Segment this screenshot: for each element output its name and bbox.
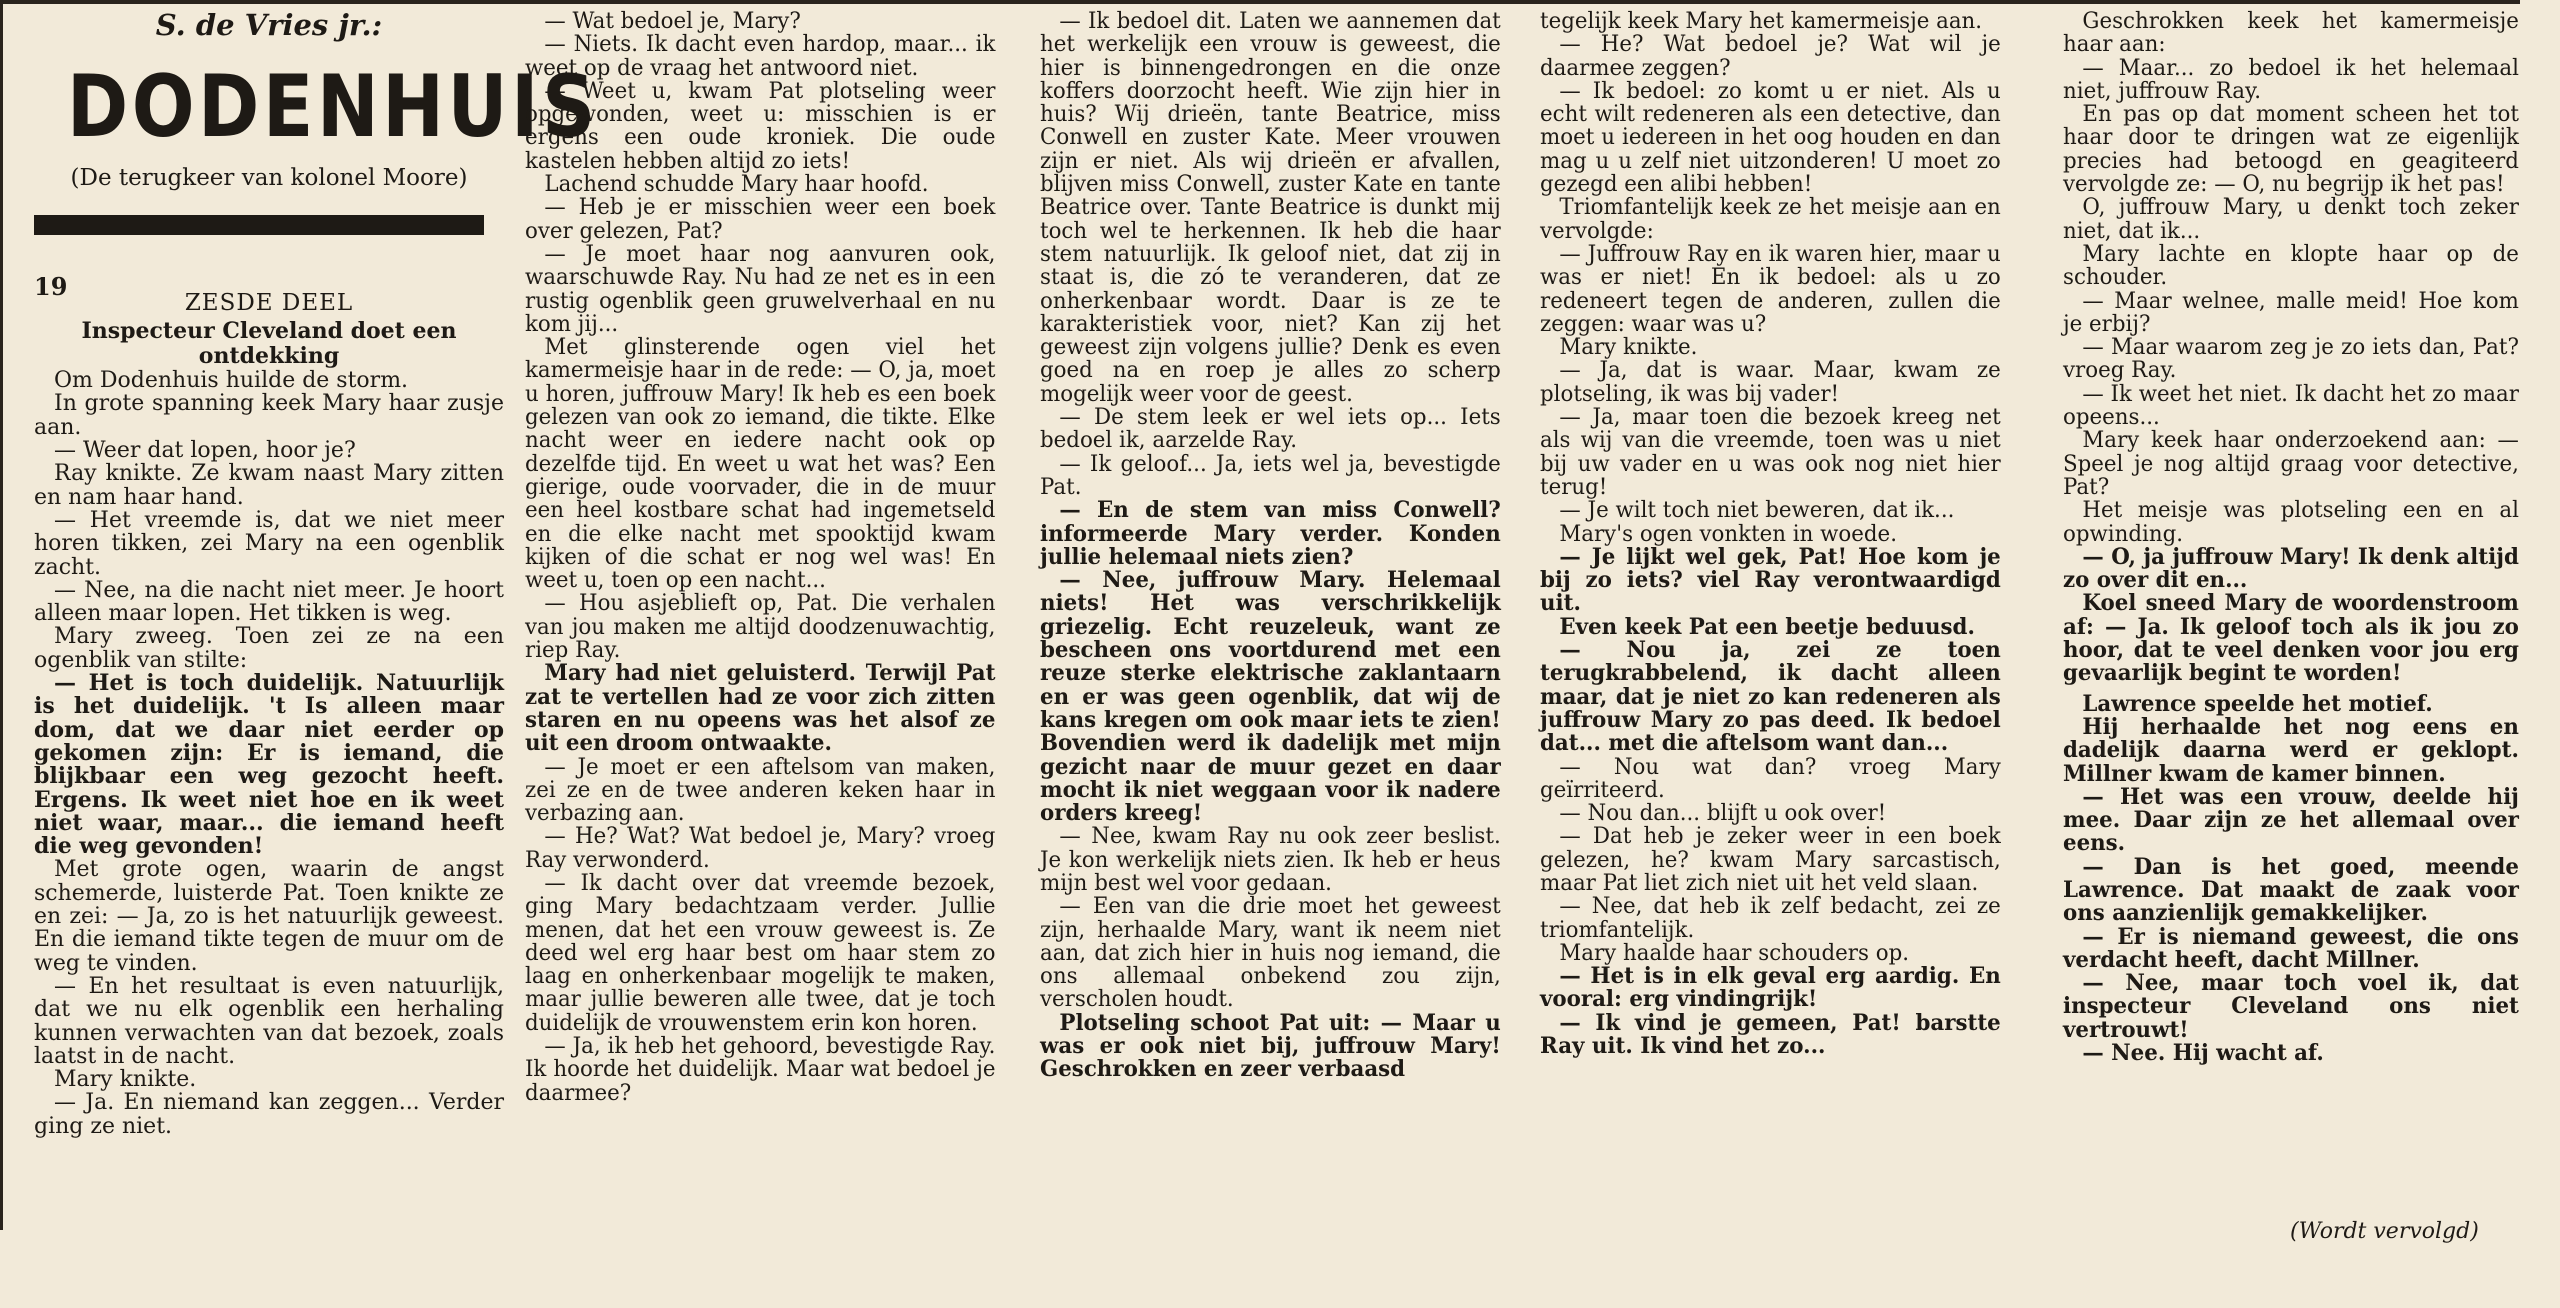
paragraph: — Weer dat lopen, hoor je? xyxy=(54,438,356,464)
paragraph: — Ja, ik heb het gehoord, bevestigde Ray. Ik hoorde het duidelijk. Maar wat bedoel je daarmee? xyxy=(525,1034,996,1106)
paragraph: — Ik weet het niet. Ik dacht het zo maar opeens... xyxy=(2063,381,2519,431)
paragraph: Koel sneed Mary de woordenstroom af: — Ja. Ik geloof toch als ik jou zo hoor, dat te veel denken voor jou erg gevaarlijk begint te worden! xyxy=(2063,590,2519,687)
paragraph: Lachend schudde Mary haar hoofd. xyxy=(544,172,929,198)
paragraph: — Je moet haar nog aanvuren ook, waarschuwde Ray. Nu had ze net es in een rustig ogenblik geen gruwelverhaal en nu kom jij... xyxy=(525,241,996,337)
paragraph: — Dan is het goed, meende Lawrence. Dat maakt de zaak voor ons aanzienlijk gemakkelijker. xyxy=(2063,853,2519,927)
paragraph: — Ik bedoel: zo komt u er niet. Als u echt wilt redeneren als een detective, dan moet u iedereen in het oog houden en dan mag u u zelf niet uitzonderen! U moet zo gezegd een alibi hebben! xyxy=(1540,78,2001,198)
paragraph: — He? Wat? Wat bedoel je, Mary? vroeg Ray verwonderd. xyxy=(525,824,996,873)
paragraph: Met glinsterende ogen viel het kamermeisje haar in de rede: — O, ja, moet u horen, juffrouw Mary! Ik heb es een boek gelezen van ook zo iemand, die tikte. Elke nacht weer en iedere nacht ook op dezelfde tijd. En weet u wat het was? Een gierige, oude voorvader, die in de muur een heel kostbare schat had ingemetseld en die elke nacht met spooktijd kwam kijken of die schat er nog wel was! En weet u, toen op een nacht... xyxy=(525,335,996,594)
paragraph: Hij herhaalde het nog eens en dadelijk daarna werd er geklopt. Millner kwam de kamer binnen. xyxy=(2063,713,2519,787)
paragraph: — Nee, juffrouw Mary. Helemaal niets! Het was verschrikkelijk griezelig. Echt reuzeleuk, want ze bescheen ons voortdurend met een reuze sterke elektrische zaklantaarn en er was geen ogenblik, dat wij de kans kregen om ook maar iets te zien! Bovendien werd ik dadelijk met mijn gezicht naar de muur gezet en daar mocht ik niet weggaan voor ik nadere orders kreeg! xyxy=(1040,567,1501,827)
paragraph: Triomfantelijk keek ze het meisje aan en vervolgde: xyxy=(1540,195,2001,244)
paragraph: Lawrence speelde het motief. xyxy=(2082,690,2433,717)
paragraph: — Maar welnee, malle meid! Hoe kom je erbij? xyxy=(2063,288,2519,337)
paragraph: Ray knikte. Ze kwam naast Mary zitten en nam haar hand. xyxy=(34,461,504,510)
paragraph: — Wat bedoel je, Mary? xyxy=(544,9,801,34)
paragraph: — Het is in elk geval erg aardig. En vooral: erg vindingrijk! xyxy=(1540,963,2001,1013)
paragraph: — Je moet er een aftelsom van maken, zei ze en de twee anderen keken haar in verbazing aan. xyxy=(525,754,996,827)
paragraph: — Nee, dat heb ik zelf bedacht, zei ze triomfantelijk. xyxy=(1540,894,2001,943)
paragraph: — Juffrouw Ray en ik waren hier, maar u was er niet! En ik bedoel: als u zo redeneert tegen de anderen, zullen die zeggen: waar was u? xyxy=(1540,241,2001,337)
episode-number: 19 xyxy=(34,271,68,301)
story-subtitle: (De terugkeer van kolonel Moore) xyxy=(70,165,468,192)
paragraph: Mary keek haar onderzoekend aan: — Speel je nog altijd graag voor detective, Pat? xyxy=(2063,428,2519,500)
paragraph: — En de stem van miss Conwell? informeerde Mary verder. Konden jullie helemaal niets zien? xyxy=(1040,497,1501,570)
paragraph: — Niets. Ik dacht even hardop, maar... ik weet op de vraag het antwoord niet. xyxy=(525,32,996,81)
paragraph: — Het is toch duidelijk. Natuurlijk is het duidelijk. 't Is alleen maar dom, dat we daar niet eerder op gekomen zijn: Er is iemand, die blijkbaar een weg gezocht heeft. Ergens. Ik weet niet hoe en ik weet niet waar, maar... die iemand heeft die weg gevonden! xyxy=(34,670,504,860)
paragraph: — Ik dacht over dat vreemde bezoek, ging Mary bedachtzaam verder. Jullie menen, dat het een vrouw geweest is. Ze deed wel erg haar best om haar stem zo laag en onherkenbaar mogelijk te maken, maar jullie beweren alle twee, dat je toch duidelijk de vrouwenstem erin kon horen. xyxy=(525,870,996,1036)
paragraph: Mary's ogen vonkten in woede. xyxy=(1559,521,1897,547)
paragraph: — Ik vind je gemeen, Pat! barstte Ray uit. Ik vind het zo... xyxy=(1540,1009,2001,1060)
paragraph: — Het was een vrouw, deelde hij mee. Daar zijn ze het allemaal over eens. xyxy=(2063,783,2519,857)
column-2 xyxy=(525,10,995,1105)
paragraph: — Het vreemde is, dat we niet meer horen tikken, zei Mary na een ogenblik zacht. xyxy=(34,507,504,580)
paragraph: — Ja, maar toen die bezoek kreeg net als wij van die vreemde, toen was u niet bij uw vader en u was ook nog niet hier terug! xyxy=(1540,405,2001,500)
paragraph: Mary lachte en klopte haar op de schouder. xyxy=(2063,241,2519,291)
paragraph: — En het resultaat is even natuurlijk, dat we nu elk ogenblik een herhaling kunnen verwachten van dat bezoek, zoals laatst in de nacht. xyxy=(34,973,504,1069)
paragraph: — Nee, maar toch voel ik, dat inspecteur Cleveland ons niet vertrouwt! xyxy=(2063,970,2519,1043)
column-4 xyxy=(1540,10,2001,1058)
paragraph: — Er is niemand geweest, die ons verdacht heeft, dacht Millner. xyxy=(2063,923,2519,973)
title-bar xyxy=(34,215,484,235)
paragraph: Mary zweeg. Toen zei ze na een ogenblik van stilte: xyxy=(34,624,504,673)
paragraph: — Nee. Hij wacht af. xyxy=(2082,1040,2324,1067)
paragraph: tegelijk keek Mary het kamermeisje aan. xyxy=(1540,9,1983,34)
paragraph: — Ik geloof... Ja, iets wel ja, bevestigde Pat. xyxy=(1040,451,1501,500)
paragraph: — Nou wat dan? vroeg Mary geïrriteerd. xyxy=(1540,754,2001,803)
top-rule xyxy=(0,0,2520,4)
paragraph: — Ik bedoel dit. Laten we aannemen dat het werkelijk een vrouw is geweest, die hier is binnengedrongen en die onze koffers doorzocht heeft. Wie zijn hier in huis? Wij drieën, tante Beatrice, miss Conwell en zuster Kate. Meer vrouwen zijn er niet. Als wij drieën er afvallen, blijven miss Conwell, zuster Kate en tante Beatrice over. Tante Beatrice is dunkt mij toch wel te herkennen. Ik heb die haar stem natuurlijk. Ik geloof niet, dat zij in staat is, die zó te veranderen, dat ze onherkenbaar wordt. Daar is ze te karakteristiek voor, niet? Kan zij het geweest zijn volgens jullie? Denk es even goed na en roep je alles zo scherp mogelijk weer voor de geest. xyxy=(1040,9,1501,407)
paragraph: In grote spanning keek Mary haar zusje aan. xyxy=(34,391,504,440)
column-1 xyxy=(34,8,599,1139)
paragraph: En pas op dat moment scheen het tot haar door te dringen wat ze eigenlijk precies had betoogd en geagiteerd vervolgde ze: — O, nu begrijp ik het pas! xyxy=(2063,102,2519,198)
paragraph: Mary had niet geluisterd. Terwijl Pat zat te vertellen had ze voor zich zitten staren en nu opeens was het alsof ze uit een droom ontwaakte. xyxy=(525,660,996,757)
paragraph: Met grote ogen, waarin de angst schemerde, luisterde Pat. Toen knikte ze en zei: — Ja, zo is het natuurlijk geweest. En die iemand tikte tegen de muur om de weg te vinden. xyxy=(34,857,504,976)
paragraph: Het meisje was plotseling een en al opwinding. xyxy=(2063,498,2519,547)
paragraph: — He? Wat bedoel je? Wat wil je daarmee zeggen? xyxy=(1540,32,2001,81)
paragraph: — Ja, dat is waar. Maar, kwam ze plotseling, ik was bij vader! xyxy=(1540,358,2001,407)
paragraph: — Nee, kwam Ray nu ook zeer beslist. Je kon werkelijk niets zien. Ik heb er heus mijn best wel voor gedaan. xyxy=(1040,824,1501,896)
paragraph: Geschrokken keek het kamermeisje haar aan: xyxy=(2063,9,2519,58)
paragraph: — Maar... zo bedoel ik het helemaal niet, juffrouw Ray. xyxy=(2063,55,2519,104)
paragraph: — O, ja juffrouw Mary! Ik denk altijd zo over dit en... xyxy=(2063,543,2519,594)
paragraph: — De stem leek er wel iets op... Iets bedoel ik, aarzelde Ray. xyxy=(1040,405,1501,454)
author-byline: S. de Vries jr.: xyxy=(155,8,383,42)
story-title: DODENHUIS xyxy=(66,57,599,158)
part-heading: ZESDE DEEL xyxy=(184,289,354,316)
continued-note: (Wordt vervolgd) xyxy=(2290,1219,2479,1244)
chapter-title: Inspecteur Cleveland doet een ontdekking xyxy=(81,318,457,370)
left-rule xyxy=(0,0,3,1230)
paragraph: Om Dodenhuis huilde de storm. xyxy=(54,368,409,394)
paragraph: — Dat heb je zeker weer in een boek gelezen, he? kwam Mary sarcastisch, maar Pat liet zich niet uit het veld slaan. xyxy=(1540,824,2001,896)
column-3 xyxy=(1040,10,1501,1082)
paragraph: Mary knikte. xyxy=(54,1067,197,1093)
paragraph: Mary knikte. xyxy=(1559,335,1698,361)
column-5 xyxy=(2063,10,2519,1065)
paragraph: — Nee, na die nacht niet meer. Je hoort alleen maar lopen. Het tikken is weg. xyxy=(34,577,504,627)
paragraph: — Nou ja, zei ze toen terugkrabbelend, ik dacht alleen maar, dat je niet zo kan redeneren als juffrouw Mary zo pas deed. Ik bedoel dat... met die aftelsom want dan... xyxy=(1540,637,2001,757)
paragraph: Even keek Pat een beetje beduusd. xyxy=(1559,613,1975,640)
paragraph: Plotseling schoot Pat uit: — Maar u was er ook niet bij, juffrouw Mary! Geschrokken en zeer verbaasd xyxy=(1040,1009,1501,1083)
paragraph: O, juffrouw Mary, u denkt toch zeker niet, dat ik... xyxy=(2063,195,2519,244)
paragraph: Mary haalde haar schouders op. xyxy=(1559,940,1910,966)
paragraph: — Weet u, kwam Pat plotseling weer opgewonden, weet u: misschien is er ergens een oude kroniek. Die oude kastelen hebben altijd zo iets! xyxy=(525,78,996,174)
paragraph: — Maar waarom zeg je zo iets dan, Pat? vroeg Ray. xyxy=(2063,335,2519,384)
paragraph: — Heb je er misschien weer een boek over gelezen, Pat? xyxy=(525,195,996,244)
paragraph: — Je lijkt wel gek, Pat! Hoe kom je bij zo iets? viel Ray verontwaardigd uit. xyxy=(1540,543,2001,617)
paragraph: — Een van die drie moet het geweest zijn, herhaalde Mary, want ik neem niet aan, dat zich hier in huis nog iemand, die ons allemaal onbekend zou zijn, verscholen houdt. xyxy=(1040,894,1501,1013)
paragraph: — Ja. En niemand kan zeggen... Verder ging ze niet. xyxy=(34,1090,504,1139)
column-1-body xyxy=(34,369,504,1138)
paragraph: — Nou dan... blijft u ook over! xyxy=(1559,801,1887,827)
paragraph: — Hou asjeblieft op, Pat. Die verhalen van jou maken me altijd doodzenuwachtig, riep Ray. xyxy=(525,591,996,664)
paragraph: — Je wilt toch niet beweren, dat ik... xyxy=(1559,498,1955,524)
